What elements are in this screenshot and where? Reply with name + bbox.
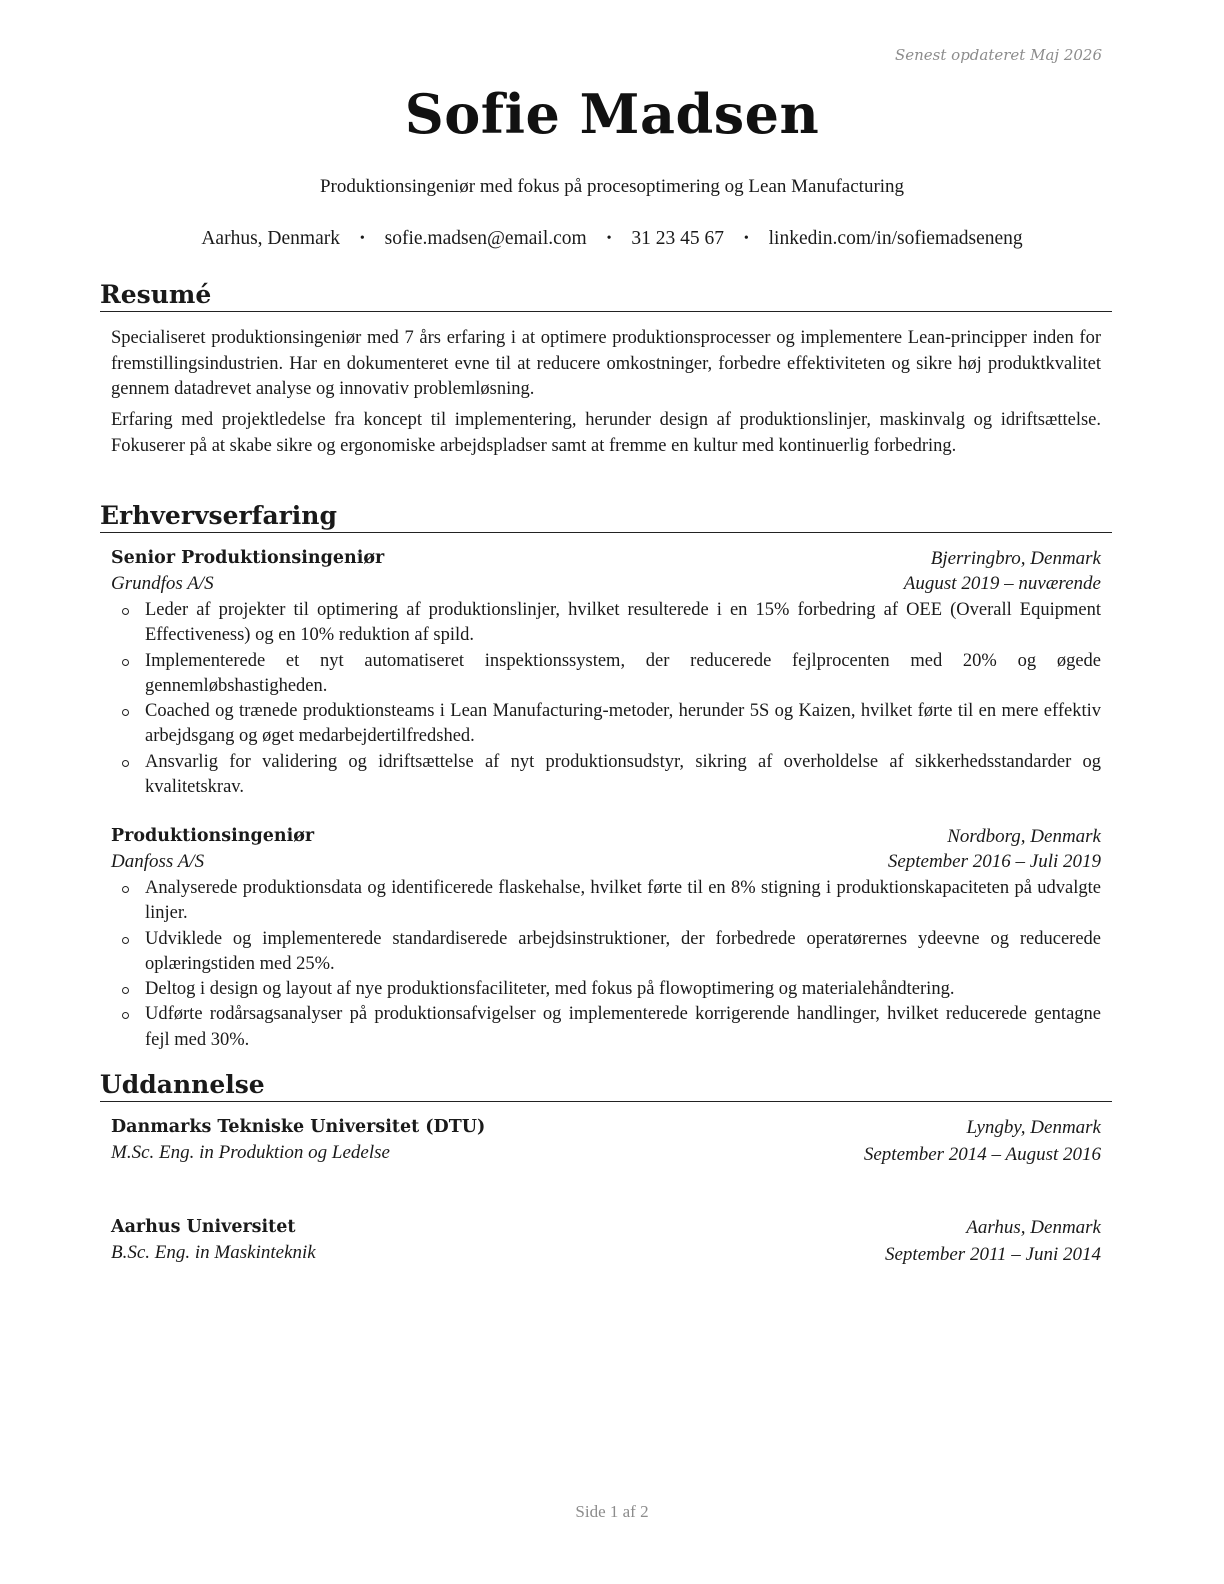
job-subheader: [111, 573, 1101, 598]
bullet-separator-icon: •: [743, 231, 749, 246]
circle-bullet-icon: [122, 1012, 129, 1019]
list-item: Analyserede produktionsdata og identificerede flaskehalse, hvilket førte til en 8% stigning i produktionskapaciteten på udvalgte linjer.: [111, 876, 1101, 927]
education-dates: September 2014 – August 2016: [863, 1144, 1101, 1165]
list-item: Ansvarlig for validering og idriftsættelse af nyt produktionsudstyr, sikring af overholdelse af sikkerhedsstandarder og kvalitetskrav.: [111, 750, 1101, 801]
job-dates: September 2016 – Juli 2019: [887, 851, 1101, 872]
education-header: [111, 1117, 1101, 1142]
job-header: [111, 826, 1101, 851]
school-location: Lyngby, Denmark: [966, 1117, 1101, 1138]
list-item: Udviklede og implementerede standardiserede arbejdsinstruktioner, der forbedrede operatørernes ydeevne og reducerede oplæringstiden med 25%.: [111, 927, 1101, 978]
job-company: Grundfos A/S: [111, 573, 214, 594]
job-dates: August 2019 – nuværende: [903, 573, 1101, 594]
circle-bullet-icon: [122, 659, 129, 666]
job-header: [111, 548, 1101, 573]
section-heading-summary: Resumé: [100, 280, 1112, 312]
list-item: Udførte rodårsagsanalyser på produktionsafvigelser og implementerede korrigerende handlinger, hvilket reducerede gentagne fejl med 30%.: [111, 1002, 1101, 1053]
bullet-separator-icon: •: [359, 231, 365, 246]
list-item: Deltog i design og layout af nye produktionsfaciliteter, med fokus på flowoptimering og materialehåndtering.: [111, 977, 1101, 1002]
candidate-tagline: Produktionsingeniør med fokus på procesoptimering og Lean Manufacturing: [319, 176, 905, 197]
job-subheader: [111, 851, 1101, 876]
education-header: [111, 1217, 1101, 1242]
contact-phone: 31 23 45 67: [631, 228, 724, 249]
contact-email[interactable]: sofie.madsen@email.com: [384, 228, 587, 249]
circle-bullet-icon: [122, 608, 129, 615]
circle-bullet-icon: [122, 760, 129, 767]
education-subheader: [111, 1242, 1101, 1267]
job-location: Nordborg, Denmark: [947, 826, 1101, 847]
candidate-name: Sofie Madsen: [404, 82, 820, 146]
section-heading-experience: Erhvervserfaring: [100, 501, 1112, 533]
job-bullet-list: [111, 876, 1101, 1053]
education-subheader: [111, 1142, 1101, 1167]
list-item: Leder af projekter til optimering af produktionslinjer, hvilket resulterede i en 15% forbedring af OEE (Overall Equipment Effectiveness) og en 10% reduktion af spild.: [111, 598, 1101, 649]
bullet-separator-icon: •: [606, 231, 612, 246]
degree: M.Sc. Eng. in Produktion og Ledelse: [111, 1142, 390, 1163]
section-heading-education: Uddannelse: [100, 1070, 1112, 1102]
list-item: Implementerede et nyt automatiseret inspektionssystem, der reducerede fejlprocenten med 20% og øgede gennemløbshastigheden.: [111, 649, 1101, 700]
job-company: Danfoss A/S: [111, 851, 205, 872]
contact-line: [0, 228, 1224, 250]
circle-bullet-icon: [122, 937, 129, 944]
job-role: Produktionsingeniør: [111, 826, 315, 846]
contact-linkedin[interactable]: linkedin.com/in/sofiemadseneng: [768, 228, 1023, 249]
job-location: Bjerringbro, Denmark: [930, 548, 1101, 569]
degree: B.Sc. Eng. in Maskinteknik: [111, 1242, 316, 1263]
circle-bullet-icon: [122, 709, 129, 716]
school-name: Danmarks Tekniske Universitet (DTU): [111, 1117, 486, 1137]
job-bullet-list: [111, 598, 1101, 800]
list-item: Coached og trænede produktionsteams i Lean Manufacturing-metoder, herunder 5S og Kaizen, hvilket førte til en mere effektiv arbejdsgang og øget medarbejdertilfredshed.: [111, 699, 1101, 750]
circle-bullet-icon: [122, 886, 129, 893]
page-number: Side 1 af 2: [575, 1502, 649, 1521]
summary-paragraph: Erfaring med projektledelse fra koncept til implementering, herunder design af produktionslinjer, maskinvalg og idriftsættelse. Fokuserer på at skabe sikre og ergonomiske arbejdspladser samt at fremme en kultur med kontinuerlig forbedring.: [111, 410, 1101, 456]
education-dates: September 2011 – Juni 2014: [885, 1244, 1101, 1265]
last-updated: Senest opdateret Maj 2026: [894, 46, 1102, 64]
circle-bullet-icon: [122, 987, 129, 994]
school-location: Aarhus, Denmark: [966, 1217, 1101, 1238]
job-role: Senior Produktionsingeniør: [111, 548, 385, 568]
school-name: Aarhus Universitet: [111, 1217, 296, 1237]
summary-paragraph: Specialiseret produktionsingeniør med 7 års erfaring i at optimere produktionsprocesser og implementere Lean-principper inden for fremstillingsindustrien. Har en dokumenteret evne til at reducere omkostninger, forbedre effektiviteten og sikre høj produktkvalitet gennem datadrevet analyse og innovativ problemløsning.: [111, 328, 1101, 399]
contact-location: Aarhus, Denmark: [201, 228, 340, 249]
